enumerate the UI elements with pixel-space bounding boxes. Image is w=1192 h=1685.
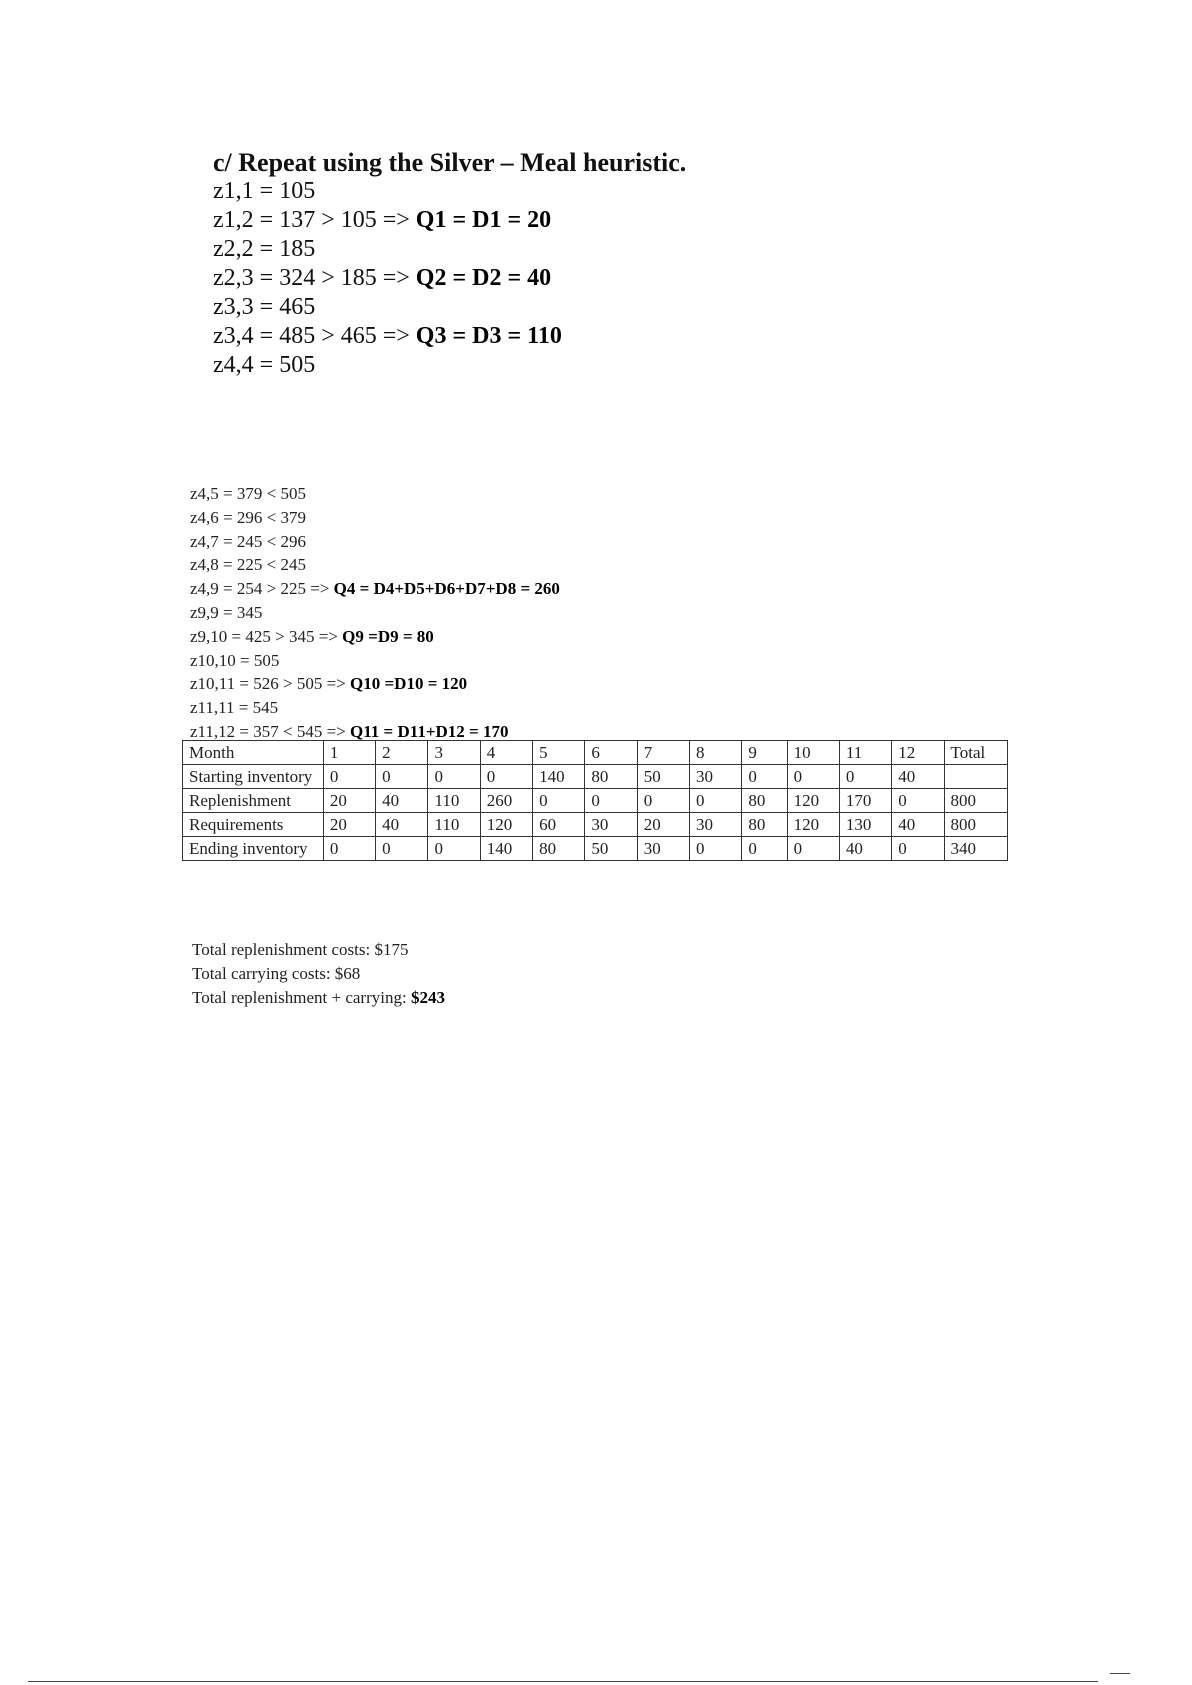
part2-line bbox=[190, 672, 560, 696]
table-header-cell: 2 bbox=[376, 741, 428, 765]
line-text: z10,11 = 526 > 505 => bbox=[190, 674, 351, 694]
line-result: Q10 =D10 = 120 bbox=[350, 674, 468, 694]
table-cell: 0 bbox=[892, 837, 944, 861]
table-cell: 0 bbox=[637, 789, 689, 813]
totals-line bbox=[192, 938, 445, 962]
line-text: z4,4 = 505 bbox=[213, 352, 316, 378]
part2-section bbox=[190, 482, 560, 744]
line-text: z9,10 = 425 > 345 => bbox=[190, 626, 343, 646]
table-cell: 140 bbox=[480, 837, 532, 861]
part1-lines bbox=[213, 177, 686, 380]
line-text: z2,2 = 185 bbox=[213, 236, 316, 262]
table-cell: 0 bbox=[690, 837, 742, 861]
part1-line bbox=[213, 322, 686, 351]
table-cell: 40 bbox=[376, 789, 428, 813]
table-cell: 20 bbox=[637, 813, 689, 837]
table-header-cell: 4 bbox=[480, 741, 532, 765]
table-cell: 30 bbox=[690, 813, 742, 837]
table-cell: 0 bbox=[480, 765, 532, 789]
table-row bbox=[183, 837, 1008, 861]
table-cell: 0 bbox=[787, 837, 839, 861]
table-header-cell: 1 bbox=[323, 741, 375, 765]
line-text: z11,11 = 545 bbox=[190, 698, 279, 718]
table-cell: 80 bbox=[533, 837, 585, 861]
line-text: z11,12 = 357 < 545 => bbox=[190, 721, 351, 741]
table-cell: 110 bbox=[428, 789, 480, 813]
table-cell: 60 bbox=[533, 813, 585, 837]
table-cell: 800 bbox=[944, 813, 1007, 837]
line-text: Total replenishment costs: $175 bbox=[192, 940, 409, 959]
table-cell: 0 bbox=[323, 765, 375, 789]
table-cell: 50 bbox=[637, 765, 689, 789]
table-header-cell: 9 bbox=[742, 741, 787, 765]
part1-line bbox=[213, 351, 686, 380]
table-cell: 340 bbox=[944, 837, 1007, 861]
table-cell: 0 bbox=[892, 789, 944, 813]
part2-line bbox=[190, 482, 560, 506]
line-text: z4,8 = 225 < 245 bbox=[190, 555, 306, 575]
table-cell: 40 bbox=[839, 837, 891, 861]
line-text: z1,1 = 105 bbox=[213, 178, 316, 204]
part1-line bbox=[213, 235, 686, 264]
table-cell: 40 bbox=[376, 813, 428, 837]
table-cell: 0 bbox=[428, 837, 480, 861]
inventory-table bbox=[182, 740, 1008, 861]
table-header-row bbox=[183, 741, 1008, 765]
table-cell: 0 bbox=[742, 837, 787, 861]
line-text: Total replenishment + carrying: bbox=[192, 988, 411, 1007]
table-header-cell: Total bbox=[944, 741, 1007, 765]
line-text: z10,10 = 505 bbox=[190, 650, 280, 670]
table-cell: 120 bbox=[480, 813, 532, 837]
table-header-cell: 11 bbox=[839, 741, 891, 765]
row-label-cell: Requirements bbox=[183, 813, 324, 837]
table-cell: 30 bbox=[585, 813, 637, 837]
line-result: $243 bbox=[410, 988, 445, 1007]
table-cell: 130 bbox=[839, 813, 891, 837]
table-header-cell: 6 bbox=[585, 741, 637, 765]
line-text: z4,5 = 379 < 505 bbox=[190, 484, 306, 503]
table-cell: 110 bbox=[428, 813, 480, 837]
part2-lines bbox=[190, 482, 560, 744]
table-header-cell: Month bbox=[183, 741, 324, 765]
table-row bbox=[183, 789, 1008, 813]
table-cell: 120 bbox=[787, 789, 839, 813]
table-cell: 170 bbox=[839, 789, 891, 813]
table-row bbox=[183, 765, 1008, 789]
line-text: z4,6 = 296 < 379 bbox=[190, 507, 306, 527]
table-cell: 0 bbox=[839, 765, 891, 789]
row-label-cell: Replenishment bbox=[183, 789, 324, 813]
line-text: z2,3 = 324 > 185 => bbox=[213, 265, 416, 291]
table-cell: 0 bbox=[787, 765, 839, 789]
table-header-cell: 12 bbox=[892, 741, 944, 765]
part1-line bbox=[213, 293, 686, 322]
table-cell: 0 bbox=[376, 837, 428, 861]
table-cell: 0 bbox=[533, 789, 585, 813]
table-cell: 80 bbox=[585, 765, 637, 789]
totals-section bbox=[192, 938, 445, 1010]
table-cell: 140 bbox=[533, 765, 585, 789]
table-cell: 40 bbox=[892, 765, 944, 789]
line-text: Total carrying costs: $68 bbox=[192, 964, 361, 983]
part2-line bbox=[190, 625, 560, 649]
line-text: z4,9 = 254 > 225 => bbox=[190, 579, 334, 599]
part2-line bbox=[190, 649, 560, 673]
part2-line bbox=[190, 696, 560, 720]
line-text: z3,3 = 465 bbox=[213, 294, 316, 320]
table-cell: 30 bbox=[637, 837, 689, 861]
table-cell: 80 bbox=[742, 789, 787, 813]
line-result: Q4 = D4+D5+D6+D7+D8 = 260 bbox=[333, 579, 560, 599]
table-header-cell: 10 bbox=[787, 741, 839, 765]
line-text: z4,7 = 245 < 296 bbox=[190, 531, 306, 551]
table-cell: 0 bbox=[585, 789, 637, 813]
table-header-cell: 5 bbox=[533, 741, 585, 765]
line-text: z9,9 = 345 bbox=[190, 602, 263, 622]
table-cell: 0 bbox=[690, 789, 742, 813]
table-row bbox=[183, 813, 1008, 837]
totals-lines bbox=[192, 938, 445, 1010]
line-text: z1,2 = 137 > 105 => bbox=[213, 207, 416, 233]
table-header-cell: 3 bbox=[428, 741, 480, 765]
table-cell: 0 bbox=[376, 765, 428, 789]
row-label-cell: Ending inventory bbox=[183, 837, 324, 861]
table-cell: 120 bbox=[787, 813, 839, 837]
table-cell: 20 bbox=[323, 789, 375, 813]
page-bottom-rule bbox=[28, 1681, 1098, 1682]
table-cell: 50 bbox=[585, 837, 637, 861]
part2-line bbox=[190, 530, 560, 554]
line-result: Q9 =D9 = 80 bbox=[342, 626, 434, 646]
table-cell: 30 bbox=[690, 765, 742, 789]
table-cell: 260 bbox=[480, 789, 532, 813]
part2-line bbox=[190, 577, 560, 601]
part1-line bbox=[213, 177, 686, 206]
table-cell: 0 bbox=[742, 765, 787, 789]
row-label-cell: Starting inventory bbox=[183, 765, 324, 789]
table-header-cell: 8 bbox=[690, 741, 742, 765]
table-cell: 800 bbox=[944, 789, 1007, 813]
part2-line bbox=[190, 506, 560, 530]
table-cell: 20 bbox=[323, 813, 375, 837]
table-cell: 40 bbox=[892, 813, 944, 837]
line-text: z3,4 = 485 > 465 => bbox=[213, 323, 416, 349]
part2-line bbox=[190, 553, 560, 577]
totals-line bbox=[192, 962, 445, 986]
line-result: Q2 = D2 = 40 bbox=[415, 265, 552, 291]
section-heading: c/ Repeat using the Silver – Meal heuristic. bbox=[213, 148, 687, 177]
line-result: Q1 = D1 = 20 bbox=[415, 207, 552, 233]
part2-line bbox=[190, 601, 560, 625]
line-result: Q3 = D3 = 110 bbox=[415, 323, 562, 349]
totals-line bbox=[192, 986, 445, 1010]
table-cell bbox=[944, 765, 1007, 789]
table-cell: 0 bbox=[428, 765, 480, 789]
table-cell: 80 bbox=[742, 813, 787, 837]
line-result: Q11 = D11+D12 = 170 bbox=[350, 721, 509, 741]
page-corner-mark bbox=[1110, 1673, 1130, 1675]
part1-line bbox=[213, 206, 686, 235]
part1-line bbox=[213, 264, 686, 293]
table-cell: 0 bbox=[323, 837, 375, 861]
part1-section bbox=[213, 148, 686, 380]
table-header-cell: 7 bbox=[637, 741, 689, 765]
